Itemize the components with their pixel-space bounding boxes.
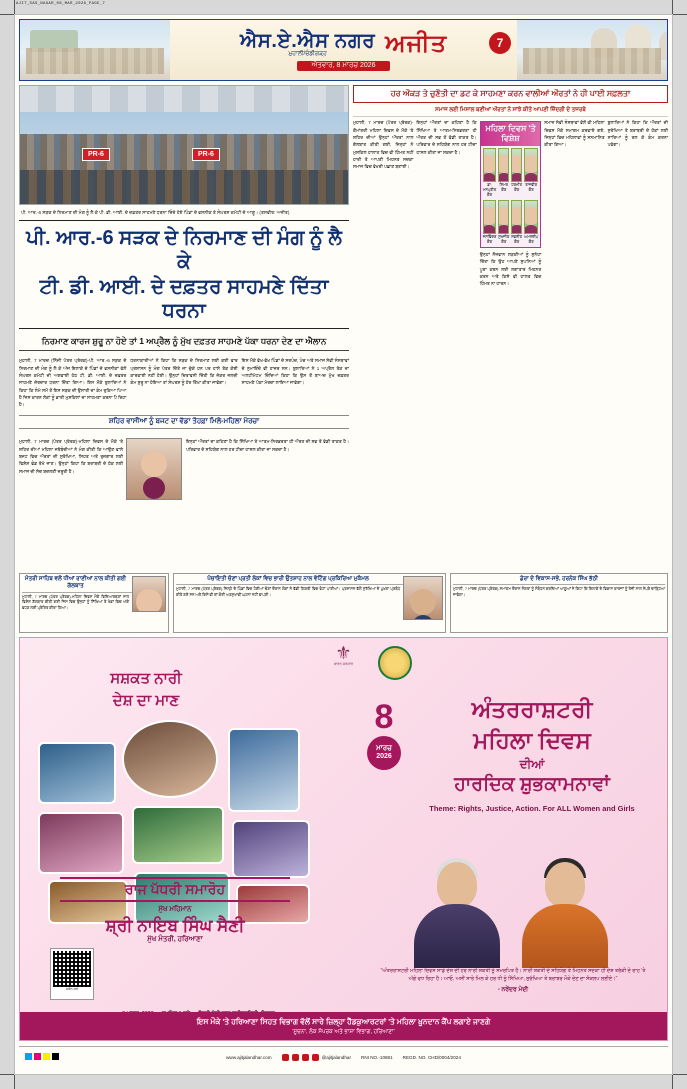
right-subhead: ਸਮਾਜ ਲਈ ਮਿਸਾਲ ਬਣੀਆਂ ਔਰਤਾਂ ਨੇ ਸਾਂਝੇ ਕੀਤੇ ਆਪਣੀ ਜ਼ਿੰਦਗੀ ਦੇ ਤਜਰਬੇ xyxy=(353,105,668,117)
face-photo xyxy=(498,200,509,234)
print-slug: AJIT_SAS_NAGAR_08_MAR_2026_PAGE_7 xyxy=(16,2,106,6)
right-text-c: ਉਨ੍ਹਾਂ ਨੌਜਵਾਨ ਲੜਕੀਆਂ ਨੂੰ ਸੁਨੇਹਾ ਦਿੱਤਾ ਕਿ ਉਹ ਆਪਣੇ ਸੁਪਨਿਆਂ ਨੂੰ ਪੂਰਾ ਕਰਨ ਲਈ ਲਗਾਤਾਰ ਮਿਹਨਤ ਕਰਨ ਅਤੇ ਕਿਸੇ ਵੀ ਹਾਲਤ ਵਿਚ ਹਿੰਮਤ ਨਾ ਹਾਰਨ। xyxy=(479,252,542,287)
collage-photo xyxy=(38,812,124,874)
color-bar-black xyxy=(52,1053,59,1060)
right-text-grid xyxy=(353,119,668,569)
qr-caption: ਸਕੈਨ ਕਰੋ xyxy=(65,987,79,991)
face-name: ਜਸਵਿੰਦਰ ਕੌਰ xyxy=(482,235,497,245)
face-photo xyxy=(498,148,509,182)
photo-tent xyxy=(20,86,348,112)
collage-photo xyxy=(132,806,224,864)
face-photo xyxy=(511,200,522,234)
right-text-col-4 xyxy=(544,119,604,569)
print-color-bars xyxy=(25,1053,59,1060)
ad-quote-block xyxy=(379,967,647,996)
right-text-d: ਸਮਾਜ ਸੇਵੀ ਸੰਸਥਾਵਾਂ ਵੱਲੋਂ ਵੀ ਮਹਿਲਾ ਦਿਵਸ ਮੌਕੇ ਸਮਾਗਮ ਕਰਵਾਏ ਗਏ, ਜਿਨ੍ਹਾਂ ਵਿਚ ਮਹਿਲਾਵਾਂ ਨੂੰ ਸਨਮਾਨਿਤ ਕੀਤਾ ਗਿਆ। xyxy=(544,120,605,148)
regd-number: REGD. NO. CHD/0004/2024 xyxy=(402,1055,461,1060)
ad-day-digit: 8 xyxy=(374,698,394,736)
face-photo xyxy=(511,148,522,182)
color-bar-cyan xyxy=(25,1053,32,1060)
secondary-story-col-1 xyxy=(19,438,182,502)
brief-text-2: ਮੁਹਾਲੀ, 7 ਮਾਰਚ (ਪੱਤਰ ਪ੍ਰੇਰਕ)-ਜ਼ਿਲ੍ਹੇ ਦੇ ਪਿੰਡਾਂ ਵਿਚ ਹੋਈਆਂ ਚੋਣਾਂ ਦੌਰਾਨ ਲੋਕਾਂ ਨੇ ਵੱਡੀ ਗਿਣਤੀ ਵਿਚ ਵੋਟਾਂ ਪਾਈਆਂ। ਪ੍ਰਸ਼ਾਸਨ ਵੱਲੋਂ ਸੁਰੱਖਿਆ ਦੇ ਪੁਖ਼ਤਾ ਪ੍ਰਬੰਧ ਕੀਤੇ ਗਏ ਸਨ ਅਤੇ ਕਿਸੇ ਵੀ ਥਾਂ ਕੋਈ ਅਣਸੁਖਾਵੀਂ ਘਟਨਾ ਨਹੀਂ ਵਾਪਰੀ। xyxy=(176,587,400,597)
advertisement[interactable] xyxy=(19,637,668,1041)
lead-headline-line2: ਟੀ. ਡੀ. ਆਈ. ਦੇ ਦਫ਼ਤਰ ਸਾਹਮਣੇ ਦਿੱਤਾ ਧਰਨਾ xyxy=(39,275,329,323)
ad-title xyxy=(411,694,653,798)
ad-slogan-line2: ਦੇਸ਼ ਦਾ ਮਾਣ xyxy=(112,691,180,709)
collage-photo xyxy=(228,728,300,812)
right-text-col-5 xyxy=(608,119,668,569)
ad-ceremony-block xyxy=(60,877,290,944)
masthead-city-sub: ਮੁਹਾਲੀ/ਚੰਡੀਗੜ੍ਹ xyxy=(288,50,327,57)
lead-story-col-3 xyxy=(242,357,349,408)
face-item xyxy=(483,200,496,245)
emblem-caption: ਭਾਰਤ ਸਰਕਾਰ xyxy=(333,662,354,666)
ad-footer-department: 'ਸੂਚਨਾ, ਲੋਕ ਸੰਪਰਕ ਅਤੇ ਭਾਸ਼ਾ ਵਿਭਾਗ, ਹਰਿਆਣਾ' xyxy=(292,1028,395,1035)
crop-mark xyxy=(14,0,15,14)
leader-photo-pm xyxy=(411,856,503,968)
brief-title-3: ਡੇਰਾ ਦੇ ਵਿਕਾਸ-ਸਭੇ, ਹਰਨੇਕ ਸਿੰਘ ਭੱਠੀ xyxy=(453,576,665,585)
face-name: ਸੁਖਜੀਤ ਕੌਰ xyxy=(498,235,510,245)
right-column xyxy=(353,85,668,569)
brief-title-1: ਮੰਤਰੀ ਸਾਹਿਬ ਵਲੋਂ ਧੀਆਂ ਰਾਣੀਆਂ ਨਾਲ ਕੀਤੀ ਗਈ ਗੱਲਬਾਤ xyxy=(22,576,166,593)
collage-photo xyxy=(122,720,218,798)
secondary-story-text: ਮੁਹਾਲੀ, 7 ਮਾਰਚ (ਪੱਤਰ ਪ੍ਰੇਰਕ)-ਮਹਿਲਾ ਦਿਵਸ ਦੇ ਮੌਕੇ 'ਤੇ ਸ਼ਹਿਰ ਦੀਆਂ ਮਹਿਲਾ ਜਥੇਬੰਦੀਆਂ ਨੇ ਮੰਗ ਕੀਤੀ ਕਿ ਆਉਣ ਵਾਲੇ ਬਜਟ ਵਿਚ ਔਰਤਾਂ ਦੀ ਸੁਰੱਖਿਆ, ਸਿਹਤ ਅਤੇ ਰੁਜ਼ਗਾਰ ਲਈ ਵਿਸ਼ੇਸ਼ ਫੰਡ ਰੱਖੇ ਜਾਣ। ਉਨ੍ਹਾਂ ਕਿਹਾ ਕਿ ਬਰਾਬਰੀ ਦੇ ਹੱਕ ਲਈ ਸਮਾਜ ਦੀ ਸੋਚ ਬਦਲਣੀ ਜ਼ਰੂਰੀ ਹੈ। xyxy=(19,439,123,474)
face-name: ਨਵਨੀਤ ਕੌਰ xyxy=(511,235,522,245)
lead-photo xyxy=(19,85,349,205)
ad-chief-guest-label: ਮੁੱਖ ਮਹਿਮਾਨ xyxy=(158,906,192,913)
government-emblem xyxy=(324,644,364,666)
social-icons[interactable] xyxy=(282,1054,351,1061)
masthead-date: ਐਤਵਾਰ, 8 ਮਾਰਚ 2026 xyxy=(297,61,389,71)
brief-text-3: ਮੁਹਾਲੀ, 7 ਮਾਰਚ (ਪੱਤਰ ਪ੍ਰੇਰਕ)-ਸਮਾਗਮ ਦੌਰਾਨ ਸੰਗਤਾਂ ਨੂੰ ਸੰਬੋਧਨ ਕਰਦਿਆਂ ਆਗੂਆਂ ਨੇ ਕਿਹਾ ਕਿ ਇਲਾਕੇ ਦੇ ਵਿਕਾਸ ਕਾਰਜਾਂ ਨੂੰ ਤੇਜ਼ੀ ਨਾਲ ਨੇਪਰੇ ਚਾੜ੍ਹਿਆ ਜਾਵੇਗਾ। xyxy=(453,587,665,597)
masthead-logo: ਅਜੀਤ xyxy=(385,29,448,57)
brief-portrait-2 xyxy=(403,576,443,620)
secondary-story-columns xyxy=(19,438,349,502)
ad-leader-photos xyxy=(371,850,651,968)
color-bar-magenta xyxy=(34,1053,41,1060)
right-text-b: ਇਨ੍ਹਾਂ ਔਰਤਾਂ ਦਾ ਕਹਿਣਾ ਹੈ ਕਿ ਸਿੱਖਿਆ ਤੇ ਆਤਮ-ਨਿਰਭਰਤਾ ਹੀ ਔਰਤ ਦੀ ਸਭ ਤੋਂ ਵੱਡੀ ਤਾਕਤ ਹੈ। ਪਰਿਵਾਰ ਦੇ ਸਹਿਯੋਗ ਨਾਲ ਹਰ ਟੀਚਾ ਹਾਸਲ ਕੀਤਾ ਜਾ ਸਕਦਾ ਹੈ। xyxy=(416,120,477,155)
secondary-story-text-2: ਇਨ੍ਹਾਂ ਔਰਤਾਂ ਦਾ ਕਹਿਣਾ ਹੈ ਕਿ ਸਿੱਖਿਆ ਤੇ ਆਤਮ-ਨਿਰਭਰਤਾ ਹੀ ਔਰਤ ਦੀ ਸਭ ਤੋਂ ਵੱਡੀ ਤਾਕਤ ਹੈ। ਪਰਿਵਾਰ ਦੇ ਸਹਿਯੋਗ ਨਾਲ ਹਰ ਟੀਚਾ ਹਾਸਲ ਕੀਤਾ ਜਾ ਸਕਦਾ ਹੈ। xyxy=(186,439,349,452)
right-text-a: ਮੁਹਾਲੀ, 7 ਮਾਰਚ (ਪੱਤਰ ਪ੍ਰੇਰਕ)-ਕੌਮਾਂਤਰੀ ਮਹਿਲਾ ਦਿਵਸ ਦੇ ਮੌਕੇ 'ਤੇ ਸ਼ਹਿਰ ਦੀਆਂ ਉਨ੍ਹਾਂ ਔਰਤਾਂ ਨਾਲ ਗੱਲਬਾਤ ਕੀਤੀ ਗਈ, ਜਿਨ੍ਹਾਂ ਨੇ ਮੁਸ਼ਕਿਲ ਹਾਲਾਤ ਵਿਚ ਵੀ ਹਿੰਮਤ ਨਹੀਂ ਹਾਰੀ ਤੇ ਆਪਣੀ ਮਿਹਨਤ ਸਦਕਾ ਸਮਾਜ ਵਿਚ ਵੱਖਰੀ ਪਛਾਣ ਬਣਾਈ। xyxy=(353,120,414,170)
rni-number: RNI NO.-10881 xyxy=(361,1055,393,1060)
right-text-col-3 xyxy=(480,119,542,569)
website-url[interactable]: www.ajitjalandhar.com xyxy=(226,1055,272,1060)
page-number-badge: 7 xyxy=(489,32,511,54)
ad-footer-main: ਇਸ ਮੌਕੇ 'ਤੇ ਹਰਿਆਣਾ ਸਿਹਤ ਵਿਭਾਗ ਵੱਲੋਂ ਸਾਰੇ ਜ਼ਿਲ੍ਹਾ ਹੈੱਡਕੁਆਰਟਰਾਂ 'ਤੇ ਮਹਿਲਾ ਖ਼ੂਨਦਾਨ ਕੈਂਪ ਲਗਾਏ ਜਾਣਗੇ xyxy=(196,1016,491,1026)
right-text-col-2 xyxy=(416,119,476,569)
bottom-briefs-strip xyxy=(19,573,668,633)
face-photo xyxy=(483,148,496,182)
lead-story-text-2: ਧਰਨਾਕਾਰੀਆਂ ਨੇ ਕਿਹਾ ਕਿ ਸੜਕ ਦੇ ਨਿਰਮਾਣ ਲਈ ਕਈ ਵਾਰ ਪ੍ਰਸ਼ਾਸਨ ਨੂੰ ਮੰਗ ਪੱਤਰ ਦਿੱਤੇ ਜਾ ਚੁੱਕੇ ਹਨ ਪਰ ਹਾਲੇ ਤੱਕ ਕੋਈ ਕਾਰਵਾਈ ਨਹੀਂ ਹੋਈ। ਉਨ੍ਹਾਂ ਚਿਤਾਵਨੀ ਦਿੱਤੀ ਕਿ ਜੇਕਰ ਜਲਦੀ ਕੰਮ ਸ਼ੁਰੂ ਨਾ ਹੋਇਆ ਤਾਂ ਸੰਘਰਸ਼ ਨੂੰ ਹੋਰ ਤਿੱਖਾ ਕੀਤਾ ਜਾਵੇਗਾ। xyxy=(130,358,238,386)
right-text-e: ਬੁਲਾਰਿਆਂ ਨੇ ਕਿਹਾ ਕਿ ਔਰਤਾਂ ਦੀ ਸੁਰੱਖਿਆ ਤੇ ਬਰਾਬਰੀ ਦੇ ਹੱਕਾਂ ਲਈ ਸਾਰਿਆਂ ਨੂੰ ਰਲ ਕੇ ਕੰਮ ਕਰਨਾ ਪਵੇਗਾ। xyxy=(607,120,668,148)
crop-mark xyxy=(14,1075,15,1089)
secondary-story-headline: ਸ਼ਹਿਰ ਵਾਸੀਆਂ ਨੂੰ ਬਜਟ ਦਾ ਵੱਡਾ ਤੋਹਫ਼ਾ ਮਿਲੇ-ਮਹਿਲਾ ਮੋਰਚਾ xyxy=(19,415,349,429)
qr-code-icon xyxy=(53,951,91,987)
crop-mark xyxy=(673,1074,687,1075)
newspaper-page xyxy=(14,14,673,1075)
brief-item-2 xyxy=(173,573,446,633)
face-name: ਹਰਮੀਤ ਕੌਰ xyxy=(511,183,522,193)
lead-story-text-1: ਮੁਹਾਲੀ, 7 ਮਾਰਚ (ਨਿੱਜੀ ਪੱਤਰ ਪ੍ਰੇਰਕ)-ਪੀ. ਆਰ.-6 ਸੜਕ ਦੇ ਨਿਰਮਾਣ ਦੀ ਮੰਗ ਨੂੰ ਲੈ ਕੇ ਅੱਜ ਇਲਾਕੇ ਦੇ ਪਿੰਡਾਂ ਦੇ ਵਸਨੀਕਾਂ ਵੱਲੋਂ ਸੰਘਰਸ਼ ਕਮੇਟੀ ਦੀ ਅਗਵਾਈ ਹੇਠ ਟੀ. ਡੀ. ਆਈ. ਦੇ ਦਫ਼ਤਰ ਸਾਹਮਣੇ ਜ਼ੋਰਦਾਰ ਧਰਨਾ ਦਿੱਤਾ ਗਿਆ। ਇਸ ਮੌਕੇ ਬੁਲਾਰਿਆਂ ਨੇ ਕਿਹਾ ਕਿ ਲੰਮੇ ਸਮੇਂ ਤੋਂ ਇਸ ਸੜਕ ਦੀ ਉਸਾਰੀ ਦਾ ਕੰਮ ਰੁਕਿਆ ਪਿਆ ਹੈ ਜਿਸ ਕਾਰਨ ਲੋਕਾਂ ਨੂੰ ਭਾਰੀ ਮੁਸ਼ਕਿਲਾਂ ਦਾ ਸਾਹਮਣਾ ਕਰਨਾ ਪੈ ਰਿਹਾ ਹੈ। xyxy=(19,358,127,408)
brief-item-1 xyxy=(19,573,169,633)
ad-date-circle xyxy=(367,736,401,770)
face-photo xyxy=(524,148,538,182)
ad-ceremony-title: ਰਾਜ ਪੱਧਰੀ ਸਮਾਰੋਹ xyxy=(60,877,290,902)
masthead-photo-right xyxy=(517,20,667,80)
lead-story-col-1 xyxy=(19,357,126,408)
protest-banner-2: PR-6 xyxy=(192,148,220,161)
lead-photo-caption: ਪੀ. ਆਰ.-6 ਸੜਕ ਦੇ ਨਿਰਮਾਣ ਦੀ ਮੰਗ ਨੂੰ ਲੈ ਕੇ ਪੀ. ਡੀ. ਆਈ. ਦੇ ਦਫ਼ਤਰ ਸਾਹਮਣੇ ਧਰਨਾ ਦਿੰਦੇ ਹੋਏ ਪਿੰਡਾਂ ਦੇ ਵਸਨੀਕ ਤੇ ਸੰਘਰਸ਼ ਕਮੇਟੀ ਦੇ ਆਗੂ। (ਤਸਵੀਰ: ਅਜੀਤ) xyxy=(21,210,290,215)
ad-quote-signature: - ਨਰੇਂਦਰ ਮੋਦੀ xyxy=(497,987,529,994)
lead-headline-line1: ਪੀ. ਆਰ.-6 ਸੜਕ ਦੇ ਨਿਰਮਾਣ ਦੀ ਮੰਗ ਨੂੰ ਲੈ ਕੇ xyxy=(26,226,342,274)
ad-title-line4: ਹਾਰਦਿਕ ਸ਼ੁਭਕਾਮਨਾਵਾਂ xyxy=(454,774,610,796)
ad-title-line3: ਦੀਆਂ xyxy=(519,757,545,772)
registration-strip xyxy=(19,1046,668,1068)
masthead-photo-left xyxy=(20,20,170,80)
face-item xyxy=(511,148,522,198)
ad-title-line2: ਮਹਿਲਾ ਦਿਵਸ xyxy=(473,727,591,754)
ad-day-number xyxy=(357,700,411,770)
face-item xyxy=(498,200,509,245)
crop-mark xyxy=(672,1075,673,1089)
ad-footer xyxy=(20,1012,667,1040)
collage-photo xyxy=(38,742,116,804)
face-name: ਸਿਮਰ ਕੌਰ xyxy=(499,183,509,193)
brief-portrait-1 xyxy=(132,576,166,612)
face-photo xyxy=(524,200,538,234)
protest-banner-1: PR-6 xyxy=(82,148,110,161)
face-name: ਅਮਨਦੀਪ ਕੌਰ xyxy=(524,235,539,245)
masthead-center xyxy=(170,20,517,80)
left-column xyxy=(19,85,349,569)
crop-mark xyxy=(672,0,673,14)
brief-item-3 xyxy=(450,573,668,633)
crop-mark xyxy=(673,14,687,15)
secondary-story-col-2 xyxy=(186,438,349,502)
instagram-icon[interactable] xyxy=(302,1054,309,1061)
face-name: ਰਾਜਵੀਰ ਕੌਰ xyxy=(525,183,538,193)
right-headline: ਹਰ ਔਕੜ ਤੇ ਚੁਣੌਤੀ ਦਾ ਡਟ ਕੇ ਸਾਹਮਣਾ ਕਰਨ ਵਾਲੀਆਂ ਔਰਤਾਂ ਨੇ ਹੀ ਪਾਈ ਸਫ਼ਲਤਾ xyxy=(353,85,668,103)
ad-date-month: ਮਾਰਚ xyxy=(376,744,392,752)
emblem-icon: ⚜ xyxy=(335,643,352,663)
ad-slogan xyxy=(46,668,246,712)
face-item xyxy=(498,148,509,198)
face-item xyxy=(511,200,522,245)
lead-story-text-3: ਇਸ ਮੌਕੇ ਵੱਖ-ਵੱਖ ਪਿੰਡਾਂ ਦੇ ਸਰਪੰਚ, ਪੰਚ ਅਤੇ ਸਮਾਜ ਸੇਵੀ ਸੰਸਥਾਵਾਂ ਦੇ ਨੁਮਾਇੰਦੇ ਵੀ ਹਾਜ਼ਰ ਸਨ। ਬੁਲਾਰਿਆਂ ਨੇ 1 ਅਪ੍ਰੈਲ ਤੱਕ ਦਾ ਅਲਟੀਮੇਟਮ ਦਿੰਦਿਆਂ ਕਿਹਾ ਕਿ ਉਸ ਤੋਂ ਬਾਅਦ ਮੁੱਖ ਦਫ਼ਤਰ ਸਾਹਮਣੇ ਪੱਕਾ ਮੋਰਚਾ ਲਾਇਆ ਜਾਵੇਗਾ। xyxy=(241,358,349,386)
ad-date-year: 2026 xyxy=(376,753,392,760)
qr-code[interactable] xyxy=(50,948,94,1000)
ad-main-text xyxy=(353,694,653,813)
ad-chief-guest-designation: ਮੁੱਖ ਮੰਤਰੀ, ਹਰਿਆਣਾ xyxy=(147,936,203,943)
ad-chief-guest-name: ਸ਼੍ਰੀ ਨਾਇਬ ਸਿੰਘ ਸੈਣੀ xyxy=(105,916,245,935)
face-item xyxy=(524,148,538,198)
masthead-city: ਐਸ.ਏ.ਐਸ ਨਗਰ xyxy=(239,29,376,52)
face-photo xyxy=(483,200,496,234)
youtube-icon[interactable] xyxy=(312,1054,319,1061)
ad-quote-text: "ਅੰਤਰਰਾਸ਼ਟਰੀ ਮਹਿਲਾ ਦਿਵਸ ਸਾਡੇ ਦੇਸ਼ ਦੀ ਹਰ ਨਾਰੀ ਸ਼ਕਤੀ ਨੂੰ ਸਮਰਪਿਤ ਹੈ। ਨਾਰੀ ਸ਼ਕਤੀ ਦੇ ਸਹਿਯੋਗ ਤੇ ਮਿਹਨਤ ਸਦਕਾ ਹੀ ਦੇਸ਼ ਤਰੱਕੀ ਦੇ ਰਾਹ 'ਤੇ ਅੱਗੇ ਵਧ ਰਿਹਾ ਹੈ। ਆਓ, ਅਸੀਂ ਸਾਰੇ ਮਿਲ ਕੇ ਹਰ ਧੀ ਨੂੰ ਸਿੱਖਿਆ, ਸੁਰੱਖਿਆ ਤੇ ਬਰਾਬਰ ਮੌਕੇ ਦੇਣ ਦਾ ਸੰਕਲਪ ਲਈਏ।" xyxy=(380,968,646,983)
woman-portrait-photo xyxy=(126,438,182,500)
social-handle: @ajitjalandhar xyxy=(321,1055,351,1060)
photo-crowd-front xyxy=(20,170,348,204)
women-gallery xyxy=(480,121,542,248)
collage-photo xyxy=(232,820,310,878)
women-gallery-title: ਮਹਿਲਾ ਦਿਵਸ 'ਤੇ ਵਿਸ਼ੇਸ਼ xyxy=(481,122,541,146)
leader-body xyxy=(522,904,608,968)
twitter-icon[interactable] xyxy=(292,1054,299,1061)
crop-mark xyxy=(0,1074,14,1075)
leader-head xyxy=(545,862,585,908)
face-item xyxy=(524,200,538,245)
face-item xyxy=(483,148,496,198)
masthead xyxy=(19,19,668,81)
right-text-col-1 xyxy=(353,119,413,569)
lead-story-col-2 xyxy=(130,357,237,408)
face-name: ਡਾ. ਮਨਪ੍ਰੀਤ ਕੌਰ xyxy=(482,183,497,198)
crop-mark xyxy=(0,14,14,15)
leader-photo-minister xyxy=(519,856,611,968)
lead-headline-box xyxy=(19,220,349,330)
ad-title-line1: ਅੰਤਰਰਾਸ਼ਟਰੀ xyxy=(471,696,593,722)
ad-slogan-line1: ਸਸ਼ਕਤ ਨਾਰੀ xyxy=(110,670,182,687)
haryana-logo-icon xyxy=(378,646,412,680)
main-content xyxy=(19,85,668,569)
brief-text-1: ਮੁਹਾਲੀ, 7 ਮਾਰਚ (ਪੱਤਰ ਪ੍ਰੇਰਕ)-ਮਹਿਲਾ ਦਿਵਸ ਮੌਕੇ ਵਿਦਿਆਰਥਣਾਂ ਨਾਲ ਵਿਸ਼ੇਸ਼ ਗੱਲਬਾਤ ਕੀਤੀ ਗਈ ਜਿਸ ਵਿਚ ਉਨ੍ਹਾਂ ਨੂੰ ਸਿੱਖਿਆ ਤੇ ਖੇਡਾਂ ਵਿਚ ਅੱਗੇ ਵਧਣ ਲਈ ਪ੍ਰੇਰਿਤ ਕੀਤਾ ਗਿਆ। xyxy=(22,594,129,610)
leader-head xyxy=(437,862,477,908)
brief-title-2: ਪੰਚਾਇਤੀ ਚੋਣਾਂ ਪ੍ਰਤੀ ਲੋਕਾਂ ਵਿਚ ਭਾਰੀ ਉਤਸ਼ਾਹ ਨਾਲ ਵੋਟਿੰਗ ਪ੍ਰਕਿਰਿਆ ਮੁਕੰਮਲ xyxy=(176,576,443,585)
facebook-icon[interactable] xyxy=(282,1054,289,1061)
leader-body xyxy=(414,904,500,968)
ad-theme: Theme: Rights, Justice, Action. For ALL Women and Girls xyxy=(429,803,635,813)
color-bar-yellow xyxy=(43,1053,50,1060)
lead-story-columns xyxy=(19,357,349,408)
lead-subhead: ਨਿਰਮਾਣ ਕਾਰਜ ਸ਼ੁਰੂ ਨਾ ਹੋਏ ਤਾਂ 1 ਅਪ੍ਰੈਲ ਨੂੰ ਮੁੱਖ ਦਫ਼ਤਰ ਸਾਹਮਣੇ ਪੱਕਾ ਧਰਨਾ ਦੇਣ ਦਾ ਐਲਾਨ xyxy=(19,336,349,351)
women-face-grid xyxy=(481,146,541,247)
